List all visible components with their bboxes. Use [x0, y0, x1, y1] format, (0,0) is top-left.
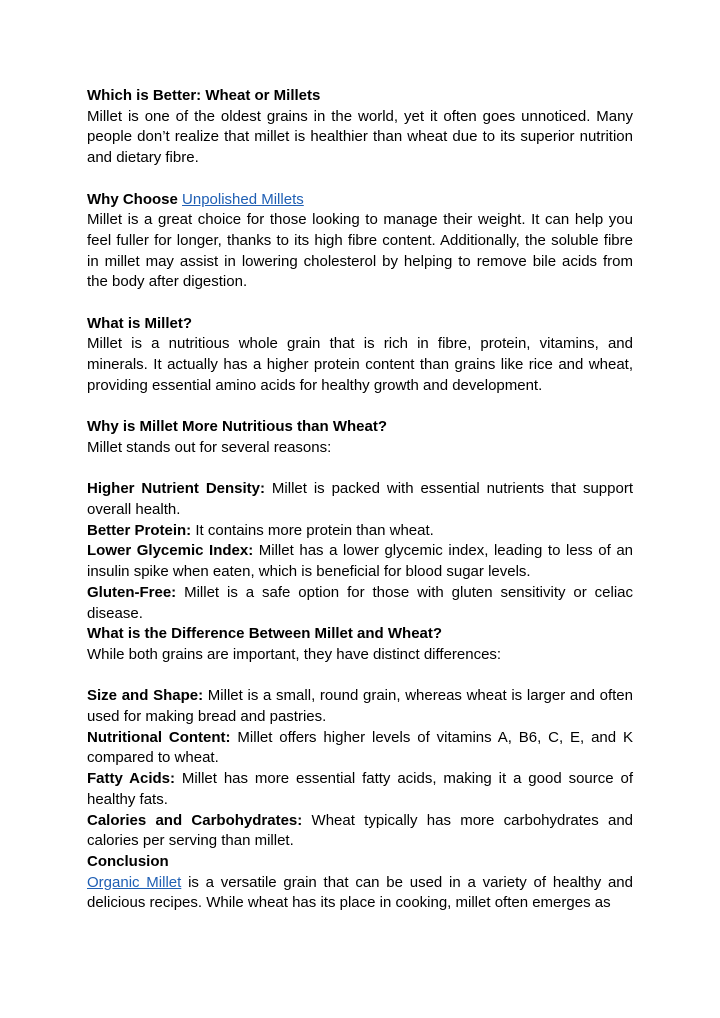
- list-item: [87, 583, 633, 624]
- section-heading: What is Millet?: [87, 314, 192, 332]
- item-term: Calories and Carbohydrates:: [87, 811, 303, 829]
- list-item: [87, 811, 633, 852]
- spacer: [87, 459, 633, 480]
- paragraph: Millet is one of the oldest grains in the world, yet it often goes unnoticed. Many people don’t realize that millet is healthier than wheat due to its superior nutrition and dietary fibre.: [87, 107, 633, 167]
- item-text: It contains more protein than wheat.: [191, 521, 434, 539]
- section-heading: Which is Better: Wheat or Millets: [87, 87, 321, 104]
- section-heading: What is the Difference Between Millet and Wheat?: [87, 625, 443, 643]
- spacer: [87, 666, 633, 687]
- item-text: Millet is packed with essential nutrients that support overall health.: [87, 480, 633, 518]
- list-item: [87, 479, 633, 520]
- paragraph: Millet is a great choice for those looking to manage their weight. It can help you feel fuller for longer, thanks to its high fibre content. Additionally, the soluble fibre in millet may assist in lowering cholesterol by helping to remove bile acids from the body after digestion.: [87, 211, 633, 291]
- item-text: Millet has more essential fatty acids, making it a good source of healthy fats.: [87, 770, 634, 808]
- section-heading: Why is Millet More Nutritious than Wheat?: [87, 418, 387, 436]
- paragraph: [87, 873, 633, 914]
- list-item: [87, 769, 633, 810]
- list-item: [87, 541, 633, 582]
- item-text: Wheat typically has more carbohydrates and calories per serving than millet.: [87, 811, 633, 850]
- item-term: Gluten-Free:: [87, 583, 177, 601]
- item-term: Nutritional Content:: [87, 728, 231, 746]
- spacer: [87, 293, 633, 314]
- list-item: [87, 686, 633, 727]
- paragraph-text: is a versatile grain that can be used in a variety of healthy and delicious recipes. While wheat has its place in cooking, millet often emerges as: [87, 873, 633, 912]
- item-term: Size and Shape:: [87, 687, 204, 705]
- list-item: [87, 521, 633, 542]
- paragraph: While both grains are important, they have distinct differences:: [87, 645, 502, 663]
- organic-millet-link[interactable]: Organic Millet: [87, 873, 182, 891]
- item-text: Millet offers higher levels of vitamins A, B6, C, E, and K compared to wheat.: [87, 728, 634, 767]
- item-text: Millet is a safe option for those with gluten sensitivity or celiac disease.: [87, 583, 633, 622]
- unpolished-millets-link[interactable]: Unpolished Millets: [182, 190, 304, 208]
- heading-text: Why Choose: [87, 190, 183, 208]
- item-term: Fatty Acids:: [87, 770, 176, 788]
- list-item: [87, 728, 633, 769]
- paragraph: Millet stands out for several reasons:: [87, 438, 332, 456]
- item-term: Higher Nutrient Density:: [87, 480, 266, 498]
- item-text: Millet has a lower glycemic index, leading to less of an insulin spike when eaten, which is beneficial for blood sugar levels.: [87, 542, 634, 581]
- document-body: [87, 86, 633, 914]
- section-heading: [87, 190, 633, 211]
- paragraph: Millet is a nutritious whole grain that is rich in fibre, protein, vitamins, and minerals. It actually has a higher protein content than grains like rice and wheat, providing essential amino acids for healthy growth and development.: [87, 335, 633, 394]
- item-term: Better Protein:: [87, 521, 192, 539]
- item-term: Lower Glycemic Index:: [87, 542, 254, 560]
- section-heading: Conclusion: [87, 852, 169, 870]
- spacer: [87, 397, 633, 418]
- spacer: [87, 169, 633, 190]
- item-text: Millet is a small, round grain, whereas wheat is larger and often used for making bread and pastries.: [87, 687, 633, 726]
